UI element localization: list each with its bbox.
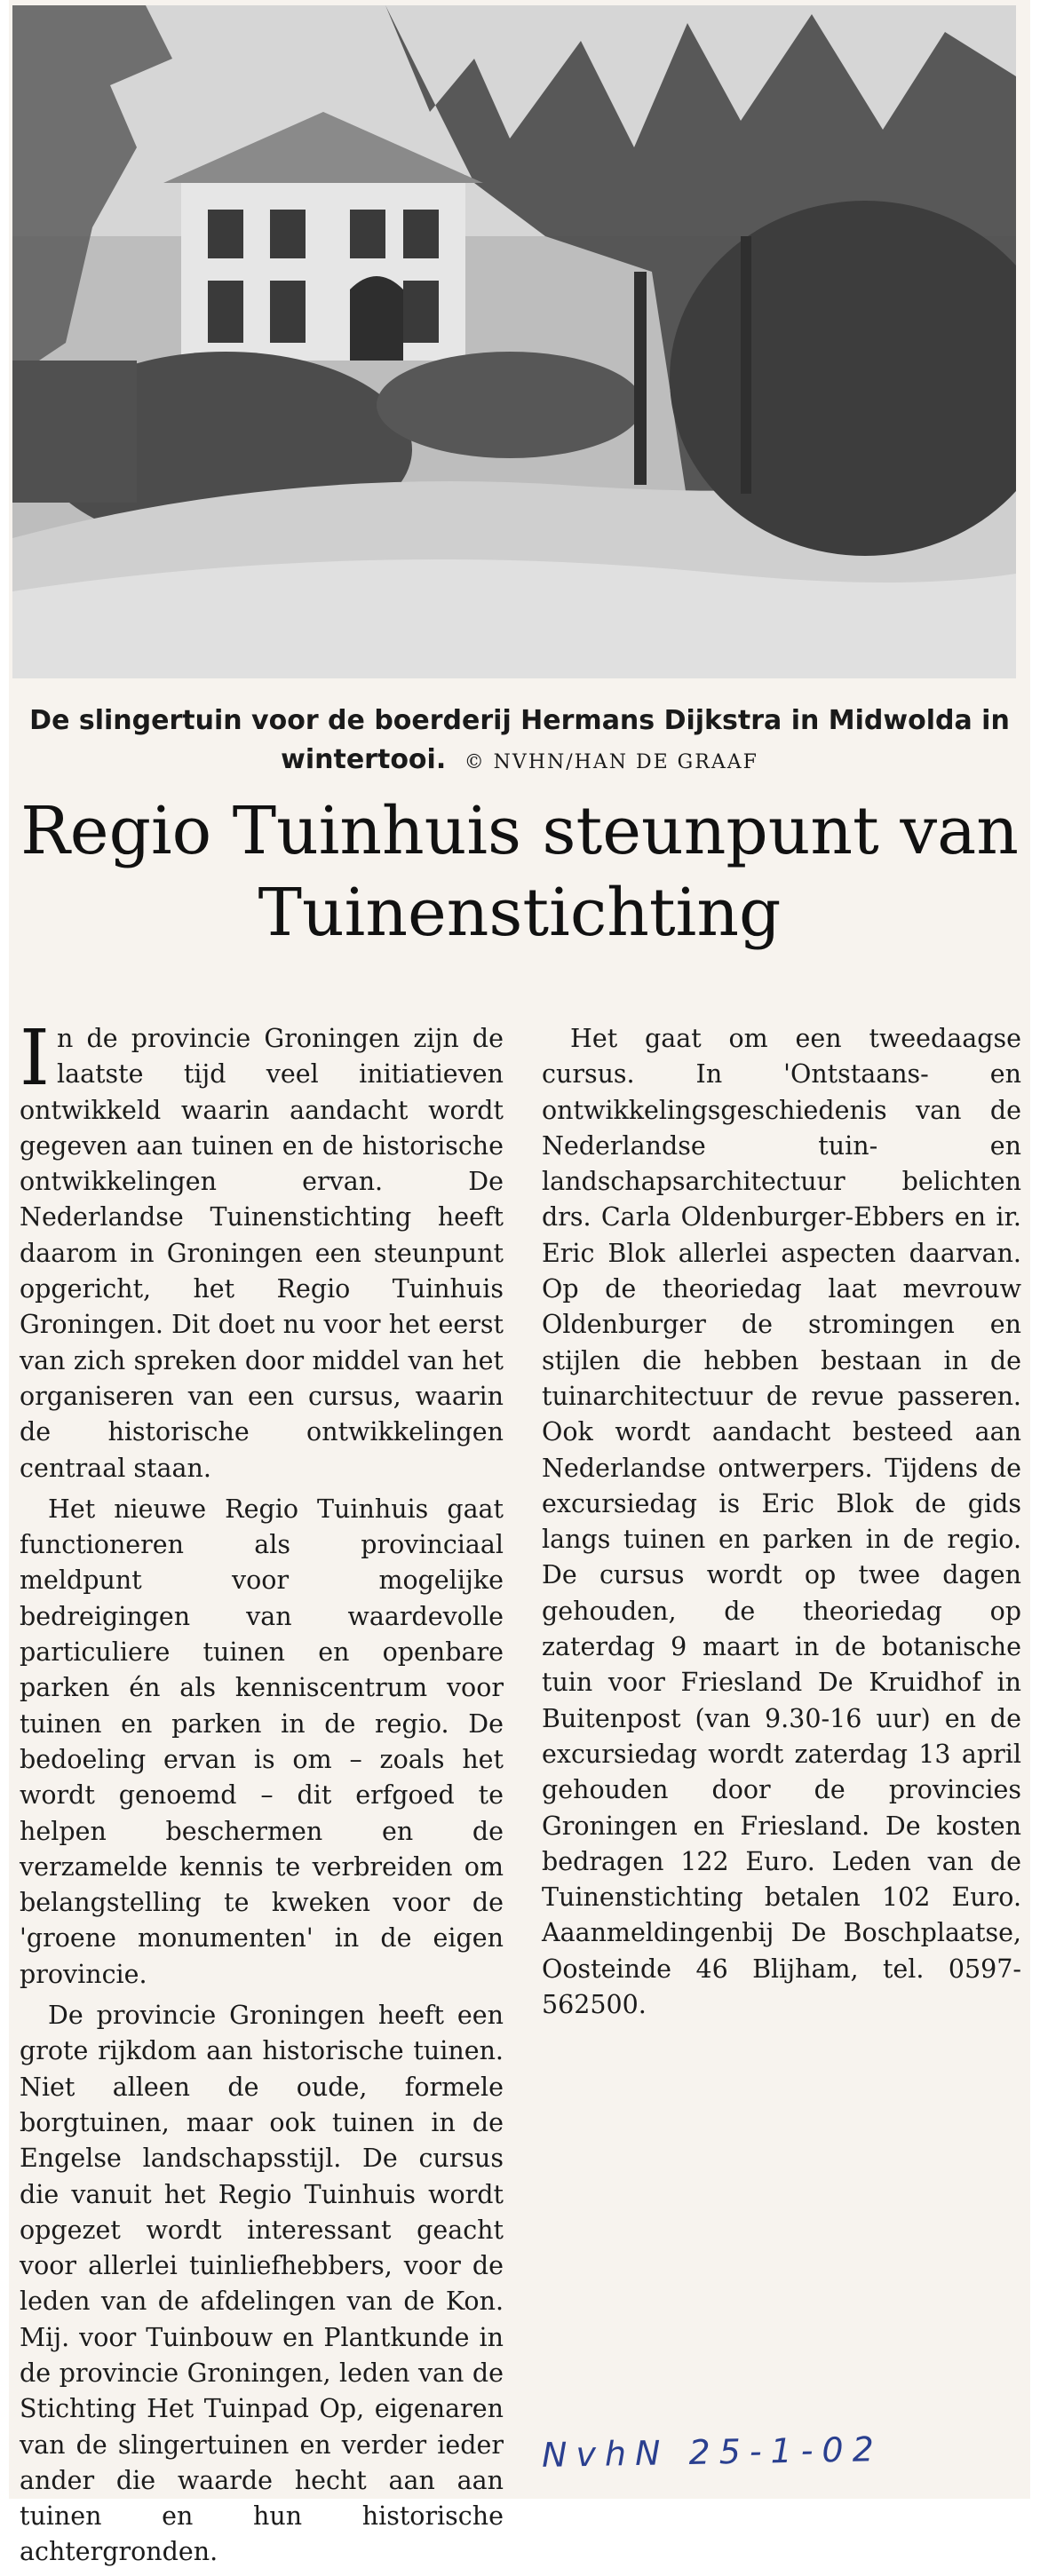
photo-caption [27,701,1012,782]
article-column-right [542,1021,1021,2028]
paragraph-1-text: n de provincie Groningen zijn de laatste tijd veel initiatieven ontwikkeld waarin aandacht wordt gegeven aan tuinen en de historische ontwikkelingen ervan. De Nederlandse Tuinenstichting heeft daarom in Groningen een steunpunt opgericht, het Regio Tuinhuis Groningen. Dit doet nu voor het eerst van zich spreken door middel van het organiseren van een cursus, waarin de historische ontwikkelingen centraal staan. [20,1024,504,1483]
newspaper-clipping [9,0,1030,2567]
photo-illustration [12,5,1016,678]
article-column-left [20,1014,504,2576]
garden-photo [12,5,1016,678]
article-paragraph-2: Het nieuwe Regio Tuinhuis gaat functioneren als provinciaal meldpunt voor mogelijke bedreigingen van waardevolle particuliere tuinen en openbare parken én als kenniscentrum voor tuinen en parken in de regio. De bedoeling ervan is om – zoals het wordt genoemd – dit erfgoed te helpen beschermen en de verzamelde kennis te verbreiden om belangstelling te kweken voor de 'groene monumenten' in de eigen provincie. [20,1494,504,1989]
photo-credit: © NVHN/HAN DE GRAAF [464,751,758,773]
article-headline: Regio Tuinhuis steunpunt van Tuinenstichting [20,793,1019,951]
article-paragraph-1 [20,1014,504,1486]
caption-text: De slingertuin voor de boerderij Hermans Dijkstra in Midwolda in wintertooi. [29,705,1010,775]
article-paragraph-3: De provincie Groningen heeft een grote rijkdom aan historische tuinen. Niet alleen de oude, formele borgtuinen, maar ook tuinen in de Engelse landschapsstijl. De cursus die vanuit het Regio Tuinhuis wordt opgezet wordt interessant geacht voor allerlei tuinliefhebbers, voor de leden van de afdelingen van de Kon. Mij. voor Tuinbouw en Plantkunde in de provincie Groningen, leden van de Stichting Het Tuinpad Op, eigenaren van de slingertuinen en verder ieder ander die waarde hecht aan aan tuinen en hun historische achtergronden. [20,2001,504,2567]
handwritten-source-date: NvhN 25-1-02 [541,2429,884,2475]
drop-cap: I [20,1014,50,1103]
article-paragraph-4: Het gaat om een tweedaagse cursus. In 'Ontstaans- en ontwikkelingsgeschiedenis van de Nederlandse tuin- en landschapsarchitectuur belichten drs. Carla Oldenburger-Ebbers en ir. Eric Blok allerlei aspecten daarvan. Op de theoriedag laat mevrouw Oldenburger de stromingen en stijlen die hebben bestaan in de tuinarchitectuur de revue passeren. Ook wordt aandacht besteed aan Nederlandse ontwerpers. Tijdens de excursiedag is Eric Blok de gids langs tuinen en parken in de regio. De cursus wordt op twee dagen gehouden, de theoriedag op zaterdag 9 maart in de botanische tuin voor Friesland De Kruidhof in Buitenpost (van 9.30-16 uur) en de excursiedag wordt zaterdag 13 april gehouden door de provincies Groningen en Friesland. De kosten bedragen 122 Euro. Leden van de Tuinenstichting betalen 102 Euro. Aaanmeldingenbij De Boschplaatse, Oosteinde 46 Blijham, tel. 0597-562500. [542,1024,1021,2020]
